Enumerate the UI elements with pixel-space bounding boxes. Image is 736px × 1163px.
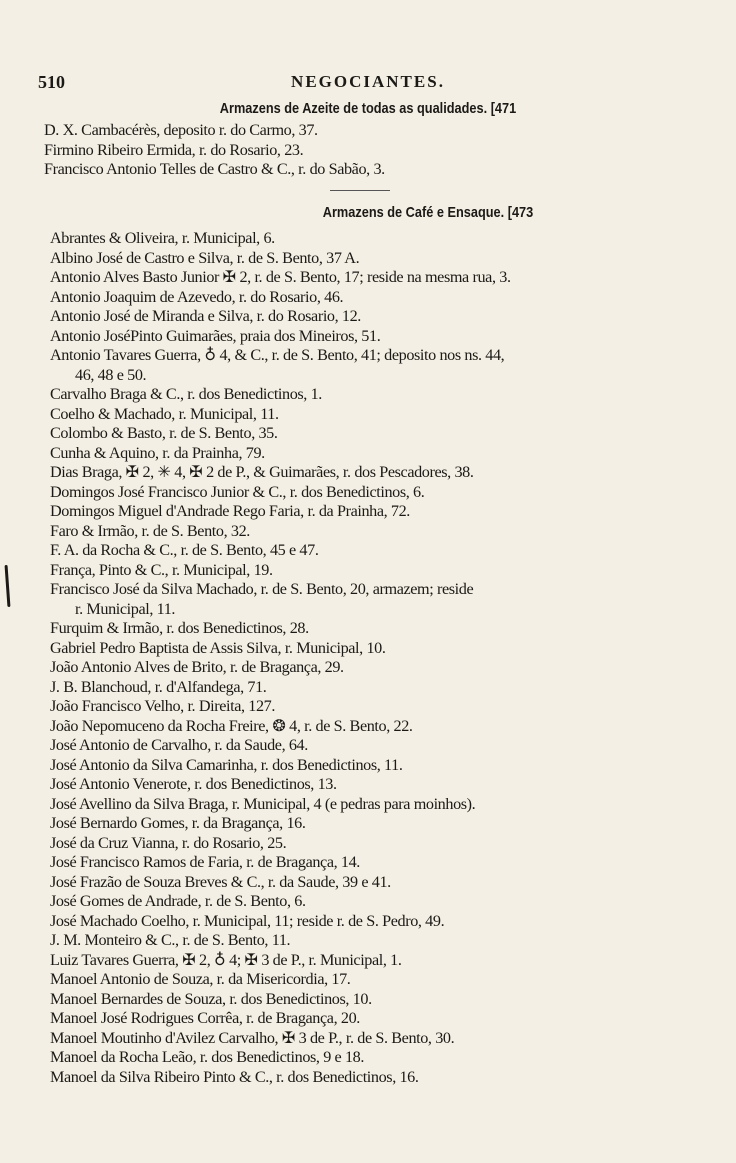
- list-item: José Frazão de Souza Breves & C., r. da Saude, 39 e 41.: [50, 872, 391, 891]
- list-item: Domingos Miguel d'Andrade Rego Faria, r. da Prainha, 72.: [50, 502, 410, 520]
- entry-continuation: r. Municipal, 11.: [75, 599, 176, 618]
- list-item: Colombo & Basto, r. de S. Bento, 35.: [50, 424, 278, 442]
- section-heading-azeite: Armazens de Azeite de todas as qualidades. [471: [219, 100, 517, 117]
- list-item: Domingos José Francisco Junior & C., r. dos Benedictinos, 6.: [50, 482, 425, 501]
- list-item: Francisco Antonio Telles de Castro & C., r. do Sabão, 3.: [44, 160, 385, 178]
- list-item: José Machado Coelho, r. Municipal, 11; reside r. de S. Pedro, 49.: [50, 911, 445, 930]
- list-item: José Francisco Ramos de Faria, r. de Bragança, 14.: [50, 853, 360, 871]
- list-item: Antonio Alves Basto Junior ✠ 2, r. de S. Bento, 17; reside na mesma rua, 3.: [50, 268, 511, 286]
- page-header: NEGOCIANTES.: [291, 72, 445, 91]
- list-item: João Nepomuceno da Rocha Freire, ❂ 4, r. de S. Bento, 22.: [50, 716, 413, 735]
- list-item: J. B. Blanchoud, r. d'Alfandega, 71.: [50, 677, 267, 696]
- list-item: Dias Braga, ✠ 2, ✳ 4, ✠ 2 de P., & Guimarães, r. dos Pescadores, 38.: [50, 463, 474, 481]
- running-head: [38, 72, 698, 96]
- section-heading-cafe: Armazens de Café e Ensaque. [473: [322, 204, 534, 221]
- margin-mark: [5, 565, 11, 607]
- entries-cafe: [50, 229, 736, 1087]
- list-item: Manoel da Rocha Leão, r. dos Benedictinos, 9 e 18.: [50, 1048, 365, 1066]
- list-item: Antonio Joaquim de Azevedo, r. do Rosario, 46.: [50, 287, 344, 306]
- list-item: José Antonio da Silva Camarinha, r. dos Benedictinos, 11.: [50, 755, 403, 774]
- list-item: [50, 580, 736, 619]
- list-item: João Francisco Velho, r. Direita, 127.: [50, 697, 276, 715]
- list-item: João Antonio Alves de Brito, r. de Bragança, 29.: [50, 658, 344, 676]
- list-item: Luiz Tavares Guerra, ✠ 2, ♁ 4; ✠ 3 de P., r. Municipal, 1.: [50, 950, 402, 969]
- entries-azeite: [44, 121, 736, 180]
- list-item: Manoel José Rodrigues Corrêa, r. de Bragança, 20.: [50, 1009, 360, 1027]
- list-item: José Avellino da Silva Braga, r. Municipal, 4 (e pedras para moinhos).: [50, 794, 476, 813]
- entry-continuation: 46, 48 e 50.: [75, 365, 147, 384]
- page-number: 510: [38, 72, 65, 92]
- list-item: Faro & Irmão, r. de S. Bento, 32.: [50, 521, 250, 540]
- list-item: Gabriel Pedro Baptista de Assis Silva, r. Municipal, 10.: [50, 638, 386, 657]
- list-item: José Gomes de Andrade, r. de S. Bento, 6.: [50, 892, 306, 910]
- list-item: Antonio JoséPinto Guimarães, praia dos Mineiros, 51.: [50, 326, 381, 345]
- list-item: Manoel Moutinho d'Avilez Carvalho, ✠ 3 de P., r. de S. Bento, 30.: [50, 1028, 455, 1047]
- list-item: José Bernardo Gomes, r. da Bragança, 16.: [50, 814, 306, 832]
- list-item: França, Pinto & C., r. Municipal, 19.: [50, 560, 273, 579]
- list-item: Firmino Ribeiro Ermida, r. do Rosario, 23.: [44, 140, 304, 159]
- list-item: Albino José de Castro e Silva, r. de S. Bento, 37 A.: [50, 248, 360, 267]
- list-item: D. X. Cambacérès, deposito r. do Carmo, 37.: [44, 121, 318, 139]
- entry-line: Francisco José da Silva Machado, r. de S. Bento, 20, armazem; reside: [50, 580, 474, 598]
- list-item: Manoel Antonio de Souza, r. da Misericordia, 17.: [50, 970, 351, 988]
- list-item: Furquim & Irmão, r. dos Benedictinos, 28.: [50, 619, 309, 637]
- list-item: [50, 346, 736, 385]
- list-item: Carvalho Braga & C., r. dos Benedictinos, 1.: [50, 385, 322, 403]
- list-item: Manoel Bernardes de Souza, r. dos Benedictinos, 10.: [50, 989, 372, 1008]
- list-item: F. A. da Rocha & C., r. de S. Bento, 45 e 47.: [50, 541, 319, 559]
- list-item: José da Cruz Vianna, r. do Rosario, 25.: [50, 833, 287, 852]
- list-item: José Antonio Venerote, r. dos Benedictinos, 13.: [50, 775, 337, 793]
- list-item: José Antonio de Carvalho, r. da Saude, 64.: [50, 736, 308, 754]
- list-item: Antonio José de Miranda e Silva, r. do Rosario, 12.: [50, 307, 361, 325]
- section-divider: [330, 190, 390, 191]
- list-item: Abrantes & Oliveira, r. Municipal, 6.: [50, 229, 275, 247]
- list-item: J. M. Monteiro & C., r. de S. Bento, 11.: [50, 931, 291, 949]
- list-item: Coelho & Machado, r. Municipal, 11.: [50, 404, 279, 423]
- list-item: Manoel da Silva Ribeiro Pinto & C., r. dos Benedictinos, 16.: [50, 1067, 419, 1086]
- entry-line: Antonio Tavares Guerra, ♁ 4, & C., r. de S. Bento, 41; deposito nos ns. 44,: [50, 346, 505, 364]
- list-item: Cunha & Aquino, r. da Prainha, 79.: [50, 443, 265, 462]
